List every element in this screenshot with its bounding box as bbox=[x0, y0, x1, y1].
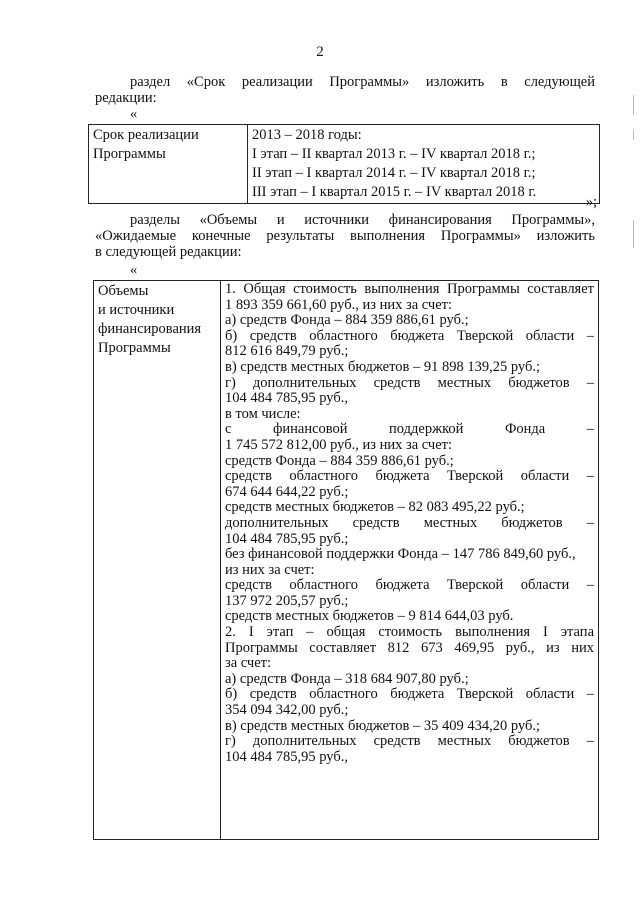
financing-label-line: Программы bbox=[98, 340, 171, 356]
financing-value-line: 1 893 359 661,60 руб., из них за счет: bbox=[225, 296, 453, 313]
financing-label-line: Объемы bbox=[98, 283, 149, 299]
page-number: 2 bbox=[316, 44, 324, 60]
financing-value-cell bbox=[221, 281, 599, 840]
financing-value-line: в) средств местных бюджетов – 91 898 139,25 руб.; bbox=[225, 358, 540, 375]
financing-value-line: средств местных бюджетов – 9 814 644,03 руб. bbox=[225, 608, 514, 625]
intro2-line2: «Ожидаемые конечные результаты выполнения Программы» изложить bbox=[95, 228, 595, 244]
term-value-line: II этап – I квартал 2014 г. – IV квартал 2018 г.; bbox=[252, 165, 536, 181]
financing-value-line: в том числе: bbox=[225, 405, 301, 422]
financing-value-line: в) средств местных бюджетов – 35 409 434,20 руб.; bbox=[225, 717, 540, 734]
financing-label-line: финансирования bbox=[98, 321, 202, 337]
financing-value-line: г) дополнительных средств местных бюджетов – bbox=[225, 733, 594, 750]
term-label-cell bbox=[89, 125, 248, 204]
table-row bbox=[89, 125, 600, 204]
term-value-line: III этап – I квартал 2015 г. – IV квартал 2018 г. bbox=[252, 184, 537, 200]
intro1-line2: редакции: bbox=[95, 90, 157, 106]
financing-value-line: 354 094 342,00 руб.; bbox=[225, 702, 349, 719]
financing-value-line: 104 484 785,95 руб., bbox=[225, 390, 348, 407]
financing-value-line: из них за счет: bbox=[225, 561, 315, 578]
margin-mark bbox=[633, 220, 634, 248]
close-quote-1: »; bbox=[585, 194, 597, 210]
financing-value-line: средств Фонда – 884 359 886,61 руб.; bbox=[225, 452, 454, 469]
financing-value-line: за счет: bbox=[225, 655, 272, 672]
financing-value-line: б) средств областного бюджета Тверской области – bbox=[225, 686, 594, 703]
financing-value-line: г) дополнительных средств местных бюджетов – bbox=[225, 374, 594, 391]
financing-value-line: 1. Общая стоимость выполнения Программы составляет bbox=[225, 281, 594, 297]
financing-value-line: 2. I этап – общая стоимость выполнения I этапа bbox=[225, 624, 594, 641]
financing-value-line: дополнительных средств местных бюджетов – bbox=[225, 514, 594, 531]
table-row bbox=[94, 281, 599, 840]
financing-value-line: 1 745 572 812,00 руб., из них за счет: bbox=[225, 436, 453, 453]
financing-value-line: б) средств областного бюджета Тверской области – bbox=[225, 327, 594, 344]
intro2-line3: в следующей редакции: bbox=[95, 244, 242, 260]
term-value-line: 2013 – 2018 годы: bbox=[252, 127, 362, 143]
financing-value-line: средств областного бюджета Тверской области – bbox=[225, 577, 594, 594]
term-label-line: Программы bbox=[93, 146, 166, 162]
financing-value-line: 674 644 644,22 руб.; bbox=[225, 483, 349, 500]
financing-value-line: 137 972 205,57 руб.; bbox=[225, 592, 349, 609]
table-financing bbox=[93, 280, 599, 840]
financing-value-line: средств областного бюджета Тверской области – bbox=[225, 468, 594, 485]
term-value-cell bbox=[248, 125, 600, 204]
intro1-line1: раздел «Срок реализации Программы» изложить в следующей bbox=[130, 74, 595, 90]
intro2-line1: разделы «Объемы и источники финансирования Программы», bbox=[130, 212, 595, 228]
table-program-term bbox=[88, 124, 600, 204]
margin-mark bbox=[633, 130, 634, 140]
financing-value-line: Программы составляет 812 673 469,95 руб., из них bbox=[225, 639, 594, 656]
financing-value-line: а) средств Фонда – 884 359 886,61 руб.; bbox=[225, 312, 469, 329]
financing-value-line: без финансовой поддержки Фонда – 147 786 849,60 руб., bbox=[225, 546, 576, 563]
financing-value-line: 104 484 785,95 руб.; bbox=[225, 530, 349, 547]
financing-value-line: а) средств Фонда – 318 684 907,80 руб.; bbox=[225, 670, 469, 687]
open-quote-1: « bbox=[130, 106, 138, 122]
open-quote-2: « bbox=[130, 262, 138, 278]
financing-value-line: средств местных бюджетов – 82 083 495,22 руб.; bbox=[225, 499, 525, 516]
financing-value-line: 812 616 849,79 руб.; bbox=[225, 343, 349, 360]
term-value-line: I этап – II квартал 2013 г. – IV квартал 2018 г.; bbox=[252, 146, 536, 162]
financing-value-line: с финансовой поддержкой Фонда – bbox=[225, 421, 594, 438]
financing-label-line: и источники bbox=[98, 302, 175, 318]
term-label-line: Срок реализации bbox=[93, 127, 199, 143]
margin-mark bbox=[633, 95, 634, 115]
financing-label-cell bbox=[94, 281, 221, 840]
financing-value-line: 104 484 785,95 руб., bbox=[225, 748, 348, 765]
